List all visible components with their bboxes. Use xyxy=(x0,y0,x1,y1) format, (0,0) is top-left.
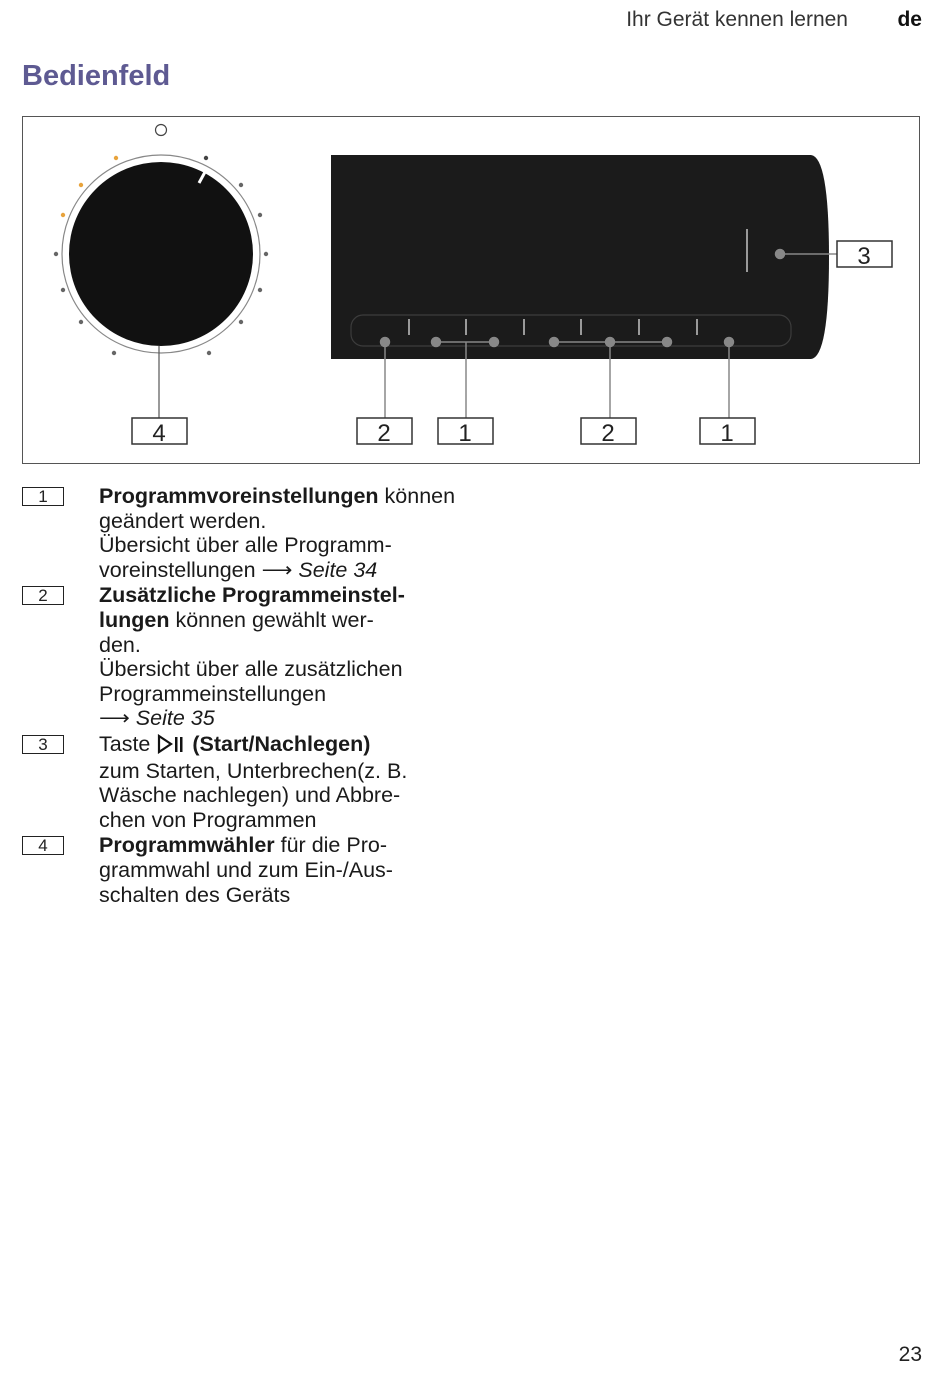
legend-text: für die Pro- xyxy=(274,833,387,858)
svg-text:4: 4 xyxy=(152,420,166,447)
power-off-indicator-icon xyxy=(156,125,167,136)
svg-text:1: 1 xyxy=(720,420,734,447)
legend-text: chen von Programmen xyxy=(99,807,317,832)
legend-number-box: 3 xyxy=(22,735,64,754)
legend-term: Programmvoreinstellungen xyxy=(99,484,379,508)
callout-3 xyxy=(837,241,892,270)
legend-text: Programmeinstellungen xyxy=(99,681,327,706)
legend-item-4 xyxy=(22,833,462,907)
callout-1-right xyxy=(700,418,755,447)
header-title: Ihr Gerät kennen lernen xyxy=(626,8,848,31)
svg-text:2: 2 xyxy=(601,420,615,447)
page-reference[interactable]: Seite 35 xyxy=(129,706,215,731)
svg-text:1: 1 xyxy=(458,420,472,447)
page-reference[interactable]: Seite 34 xyxy=(292,557,378,582)
legend-text: den. xyxy=(99,632,141,657)
callout-2-left xyxy=(357,418,412,447)
callout-2-right xyxy=(581,418,636,447)
legend-item-1 xyxy=(22,484,462,582)
legend-text: voreinstellungen xyxy=(99,557,262,582)
legend-text: Übersicht über alle Programm- xyxy=(99,533,392,558)
legend-number-box: 2 xyxy=(22,586,64,605)
program-dial-knob xyxy=(69,162,253,346)
start-pause-icon xyxy=(156,735,186,756)
legend-term: Zusätzliche Programmeinstel- xyxy=(99,583,405,608)
legend-term: lungen xyxy=(99,607,170,632)
legend-text: Taste xyxy=(99,731,157,756)
legend-text: grammwahl und zum Ein-/Aus- xyxy=(99,857,393,882)
legend-term: Programmwähler xyxy=(99,833,275,858)
svg-text:2: 2 xyxy=(377,420,391,447)
callout-4 xyxy=(132,418,187,447)
legend-text: zum Starten, Unterbrechen(z. B. xyxy=(99,758,408,783)
legend-text: schalten des Geräts xyxy=(99,882,291,907)
page-ref-arrow-icon: ⟶ xyxy=(261,557,293,582)
legend-text: Wäsche nachlegen) und Abbre- xyxy=(99,783,401,808)
page-ref-arrow-icon: ⟶ xyxy=(99,706,130,731)
legend-text: können gewählt wer- xyxy=(169,607,374,632)
section-title: Bedienfeld xyxy=(22,60,171,92)
legend-item-2 xyxy=(22,583,462,731)
legend-item-3 xyxy=(22,732,462,832)
svg-text:3: 3 xyxy=(857,243,871,270)
page-number: 23 xyxy=(898,1343,922,1366)
legend-text: Übersicht über alle zusätzlichen xyxy=(99,657,403,682)
legend-text: können geändert werden. xyxy=(99,484,456,533)
header-language: de xyxy=(897,8,922,31)
legend-number-box: 1 xyxy=(22,487,64,506)
legend-number-box: 4 xyxy=(22,836,64,855)
control-panel-diagram xyxy=(22,116,920,464)
display-panel xyxy=(331,155,829,359)
callout-1-left xyxy=(438,418,493,447)
legend xyxy=(22,484,462,908)
legend-term: (Start/Nachlegen) xyxy=(192,731,371,756)
